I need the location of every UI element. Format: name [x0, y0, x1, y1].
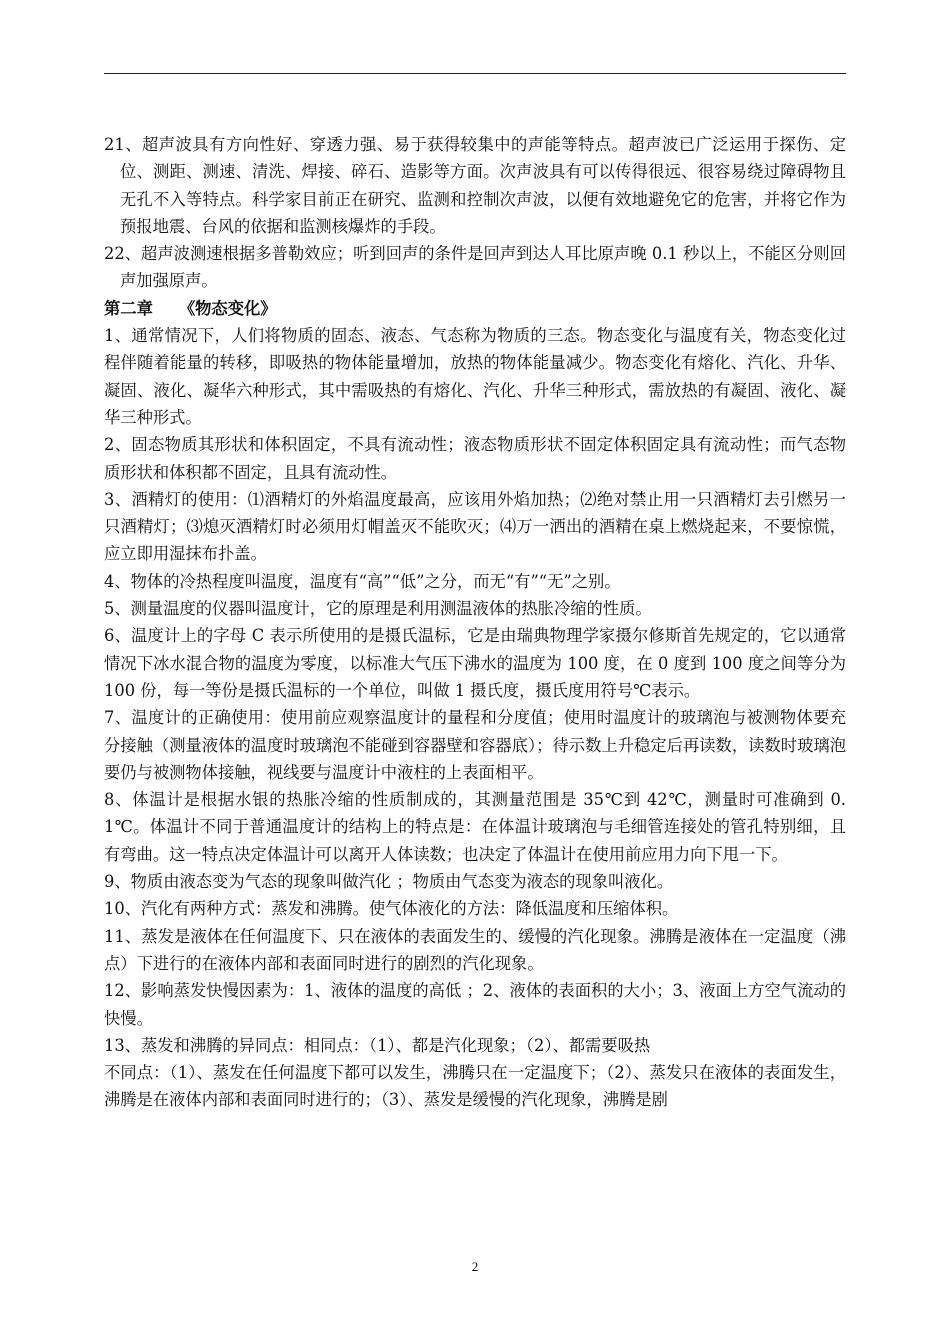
document-body: [104, 131, 852, 1114]
paragraph-1: 1、通常情况下，人们将物质的固态、液态、气态称为物质的三态。物态变化与温度有关，物态变化过程伴随着能量的转移，即吸热的物体能量增加，放热的物体能量减少。物态变化有熔化、汽化、升华、凝固、液化、凝华六种形式，其中需吸热的有熔化、汽化、升华三种形式，需放热的有凝固、液化、凝华三种形式。: [104, 326, 846, 427]
paragraph-12: 12、影响蒸发快慢因素为：1、液体的温度的高低 ；2、液体的表面积的大小；3、液面上方空气流动的快慢。: [104, 981, 846, 1028]
chapter-title: 《物态变化》: [178, 298, 277, 318]
paragraph-21: 21、超声波具有方向性好、穿透力强、易于获得较集中的声能等特点。超声波已广泛运用于探伤、定位、测距、测速、清洗、焊接、碎石、造影等方面。次声波具有可以传得很远、很容易绕过障碍物且无孔不入等特点。科学家目前正在研究、监测和控制次声波，以便有效地避免它的危害，并将它作为预报地震、台风的依据和监测核爆炸的手段。: [104, 135, 846, 236]
paragraph-10: 10、汽化有两种方式：蒸发和沸腾。使气体液化的方法：降低温度和压缩体积。: [104, 899, 679, 919]
paragraph-6: 6、温度计上的字母 C 表示所使用的是摄氏温标，它是由瑞典物理学家摄尔修斯首先规定的，它以通常情况下冰水混合物的温度为零度，以标准大气压下沸水的温度为 100 度，在 0 度到 100 度之间等分为 100 份，每一等份是摄氏温标的一个单位，叫做 1 摄氏度，摄氏度用符号℃表示。: [104, 626, 852, 700]
paragraph-3: 3、酒精灯的使用：⑴酒精灯的外焰温度最高，应该用外焰加热；⑵绝对禁止用一只酒精灯去引燃另一只酒精灯；⑶熄灭酒精灯时必须用灯帽盖灭不能吹灭；⑷万一洒出的酒精在桌上燃烧起来，不要惊慌，应立即用湿抹布扑盖。: [104, 489, 846, 564]
chapter-heading: [104, 295, 846, 322]
paragraph-2: 2、固态物质其形状和体积固定，不具有流动性；液态物质形状不固定体积固定具有流动性；而气态物质形状和体积都不固定，且具有流动性。: [104, 435, 846, 482]
paragraph-13: 13、蒸发和沸腾的异同点：相同点：（1）、都是汽化现象；（2）、都需要吸热: [104, 1035, 651, 1055]
paragraph-13-continued: 不同点：（1）、蒸发在任何温度下都可以发生，沸腾只在一定温度下；（2）、蒸发只在液体的表面发生，沸腾是在液体内部和表面同时进行的；（3）、蒸发是缓慢的汽化现象，沸腾是剧: [104, 1063, 846, 1110]
header-rule: [104, 73, 846, 74]
paragraph-8: 8、体温计是根据水银的热胀冷缩的性质制成的，其测量范围是 35℃到 42℃，测量时可准确到 0.1℃。体温计不同于普通温度计的结构上的特点是：在体温计玻璃泡与毛细管连接处的管孔特别细，且有弯曲。这一特点决定体温计可以离开人体读数；也决定了体温计在使用前应用力向下甩一下。: [104, 790, 846, 864]
page-number: 2: [471, 1259, 479, 1274]
paragraph-11: 11、蒸发是液体在任何温度下、只在液体的表面发生的、缓慢的汽化现象。沸腾是液体在一定温度（沸点）下进行的在液体内部和表面同时进行的剧烈的汽化现象。: [104, 926, 846, 973]
paragraph-5: 5、测量温度的仪器叫温度计，它的原理是利用测温液体的热胀冷缩的性质。: [104, 599, 652, 619]
paragraph-7: 7、温度计的正确使用：使用前应观察温度计的量程和分度值；使用时温度计的玻璃泡与被测物体要充分接触（测量液体的温度时玻璃泡不能碰到容器壁和容器底）；待示数上升稳定后再读数，读数时玻璃泡要仍与被测物体接触，视线要与温度计中液柱的上表面相平。: [104, 708, 846, 782]
chapter-number: 第二章: [104, 298, 153, 318]
paragraph-4: 4、物体的冷热程度叫温度，温度有“高”“低”之分，而无“有”“无”之别。: [104, 571, 621, 591]
paragraph-22: 22、超声波测速根据多普勒效应；听到回声的条件是回声到达人耳比原声晚 0.1 秒以上，不能区分则回声加强原声。: [104, 244, 846, 291]
paragraph-9: 9、物质由液态变为气态的现象叫做汽化 ；物质由气态变为液态的现象叫液化。: [104, 872, 674, 892]
